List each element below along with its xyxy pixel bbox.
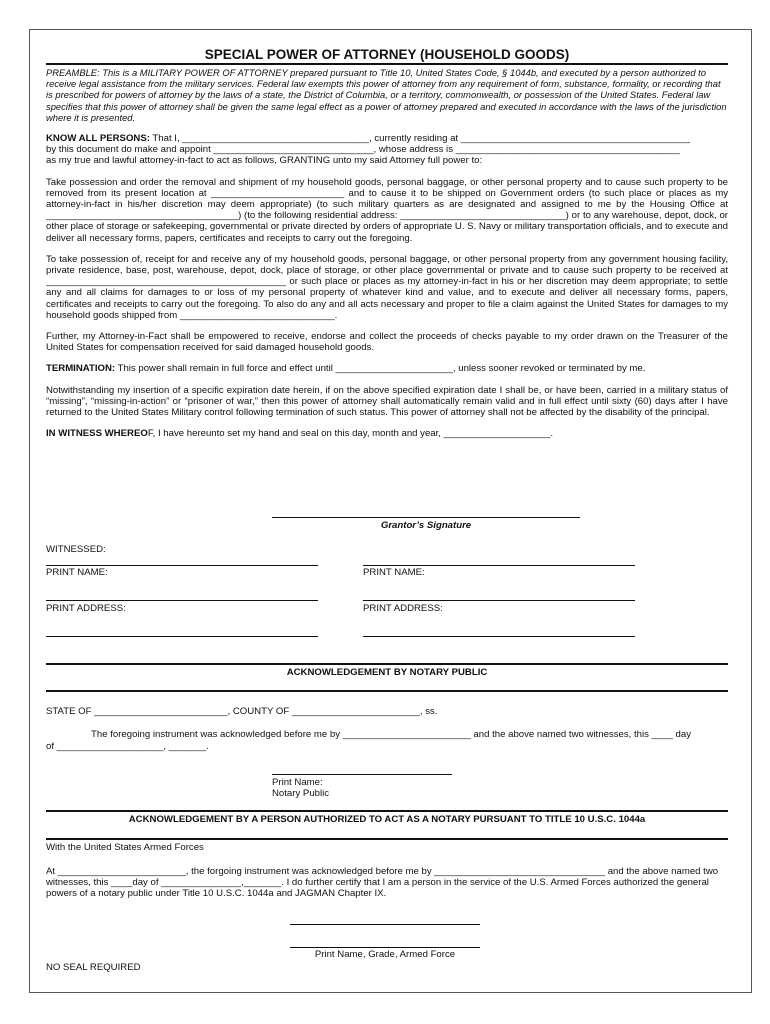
witness-2-print-name-label: PRINT NAME:: [363, 567, 425, 578]
notary-foregoing-line-2[interactable]: of ____________________, _______.: [46, 741, 209, 752]
witness-whereof-text[interactable]: F, I have hereunto set my hand and seal on this day, month and year, ____________________.: [147, 428, 554, 440]
page-title: SPECIAL POWER OF ATTORNEY (HOUSEHOLD GOODS): [46, 47, 728, 65]
witness-1-signature-line[interactable]: [46, 565, 318, 566]
military-notary-heading: ACKNOWLEDGEMENT BY A PERSON AUTHORIZED TO ACT AS A NOTARY PURSUANT TO TITLE 10 U.S.C. 1044a: [128, 814, 646, 825]
notwithstanding-paragraph: Notwithstanding my insertion of a specific expiration date herein, if on the above specified expiration date I shall be, or have been, carried in a military status of “missing”, “missing-in-action” or “prisoner of war,” then this power of attorney shall automatically remain valid and in full effect until sixty (60) days after I have returned to the United States Military control following termination of such status. This power of attorney shall not be affected by the disability of the principal.: [46, 384, 728, 419]
know-all-line-2[interactable]: by this document do make and appoint ______________________________, whose address is __________________________________________: [46, 144, 680, 156]
notary-heading: ACKNOWLEDGEMENT BY NOTARY PUBLIC: [286, 667, 488, 678]
witness-1-name-line[interactable]: [46, 600, 318, 601]
grantor-signature-line[interactable]: [272, 517, 580, 518]
notary-bottom-rule: [46, 690, 728, 692]
witness-whereof-lead: IN WITNESS WHEREO: [46, 428, 148, 440]
notary-top-rule: [46, 663, 728, 665]
further-paragraph: Further, my Attorney-in-Fact shall be empowered to receive, endorse and collect the proceeds of checks payable to my order drawn on the Treasurer of the United States for compensation received for said damaged household goods.: [46, 331, 728, 354]
termination-text[interactable]: This power shall remain in full force and effect until ______________________, unless sooner revoked or terminated by me.: [115, 363, 646, 375]
military-bottom-rule: [46, 838, 728, 840]
termination-paragraph[interactable]: [46, 363, 728, 374]
document-page: [29, 29, 752, 993]
witness-whereof-paragraph[interactable]: [46, 428, 728, 439]
military-signature-line[interactable]: [290, 924, 480, 925]
state-county-line[interactable]: STATE OF _________________________, COUNTY OF ________________________, ss.: [46, 706, 438, 717]
termination-lead: TERMINATION:: [46, 363, 116, 375]
witnessed-label: WITNESSED:: [46, 544, 106, 555]
witness-1-address-line[interactable]: [46, 636, 318, 637]
print-name-grade-label: Print Name, Grade, Armed Force: [314, 949, 456, 960]
military-at-paragraph[interactable]: At ________________________, the forgoing instrument was acknowledged before me by ________________________________ and the above named two witnesses, this ____day of _______________,_______. I do further certify that I am a person in the service of the U.S. Armed Forces authorized the general powers of a notary public under Title 10 U.S.C. 1044a and JAGMAN Chapter IX.: [46, 866, 719, 900]
witness-1-print-address-label: PRINT ADDRESS:: [46, 603, 126, 614]
witness-2-print-address-label: PRINT ADDRESS:: [363, 603, 443, 614]
notary-public-label: Notary Public: [272, 788, 330, 799]
military-name-line[interactable]: [290, 947, 480, 948]
military-top-rule: [46, 810, 728, 812]
armed-forces-label: With the United States Armed Forces: [46, 842, 204, 853]
witness-1-print-name-label: PRINT NAME:: [46, 567, 108, 578]
know-all-line-1[interactable]: That I, ___________________________________, currently residing at ___________________________________________: [149, 133, 691, 145]
notary-print-name-label: Print Name:: [272, 777, 323, 788]
know-all-line-3: as my true and lawful attorney-in-fact to act as follows, GRANTING unto my said Attorney full power to:: [46, 155, 483, 167]
document-body: [46, 47, 728, 439]
take-possession-paragraph[interactable]: Take possession and order the removal and shipment of my household goods, personal baggage, or other personal property and to cause such property to be removed from its present location at _________________________ and to cause it to be shipped on Government orders (to such place or places as my attorney-in-fact in his/her discretion may deem appropriate) (to such military quarters as are designated and assigned to me by the Housing Office at ____________________________________) (to the following residential address: _______________________________) or to any warehouse, depot, dock, or other place of storage or safekeeping, governmental or private directed by orders of appropriate U. S. Navy or military transportation officials, and to execute and deliver all necessary forms, papers, certificates and receipts to carry out the foregoing.: [46, 176, 728, 244]
witness-2-address-line[interactable]: [363, 636, 635, 637]
notary-foregoing-line-1[interactable]: The foregoing instrument was acknowledged before me by ________________________ and the above named two witnesses, this ____ day: [91, 729, 692, 740]
notary-signature-line[interactable]: [272, 774, 452, 775]
know-all-lead: KNOW ALL PERSONS:: [46, 133, 150, 145]
witness-2-name-line[interactable]: [363, 600, 635, 601]
preamble: PREAMBLE: This is a MILITARY POWER OF ATTORNEY prepared pursuant to Title 10, United States Code, § 1044b, and executed by a person authorized to receive legal assistance from the military services. Federal law exempts this power of attorney from any requirement of form, substance, formality, or recording that is prescribed for powers of attorney by the laws of a state, the District of Columbia, or a territory, commonwealth, or possession of the United States. Federal law specifies that this power of attorney shall be given the same legal effect as a power of attorney prepared and executed in accordance with the laws of the jurisdiction where it is presented.: [46, 67, 727, 123]
receipt-paragraph[interactable]: To take possession of, receipt for and receive any of my household goods, personal baggage, or other personal property from any government housing facility, private residence, base, post, warehouse, depot, dock, place of storage, or other place governmental or private and to cause such property to be received at _____________________________________________ or such place or places as my attorney-in-fact in his or her discretion may deem appropriate; to settle any and all claims for damages to or loss of my personal property of whatever kind and value, and to execute and deliver all necessary forms, papers, certificates and receipts to carry out the foregoing. To also do any and all acts necessary and proper to file a claim against the United States for damages to my household goods shipped from _____________________________.: [46, 253, 728, 321]
no-seal-label: NO SEAL REQUIRED: [46, 962, 141, 973]
grantor-signature-label: Grantor’s Signature: [380, 520, 472, 531]
know-all-persons-section: [46, 133, 728, 167]
witness-2-signature-line[interactable]: [363, 565, 635, 566]
